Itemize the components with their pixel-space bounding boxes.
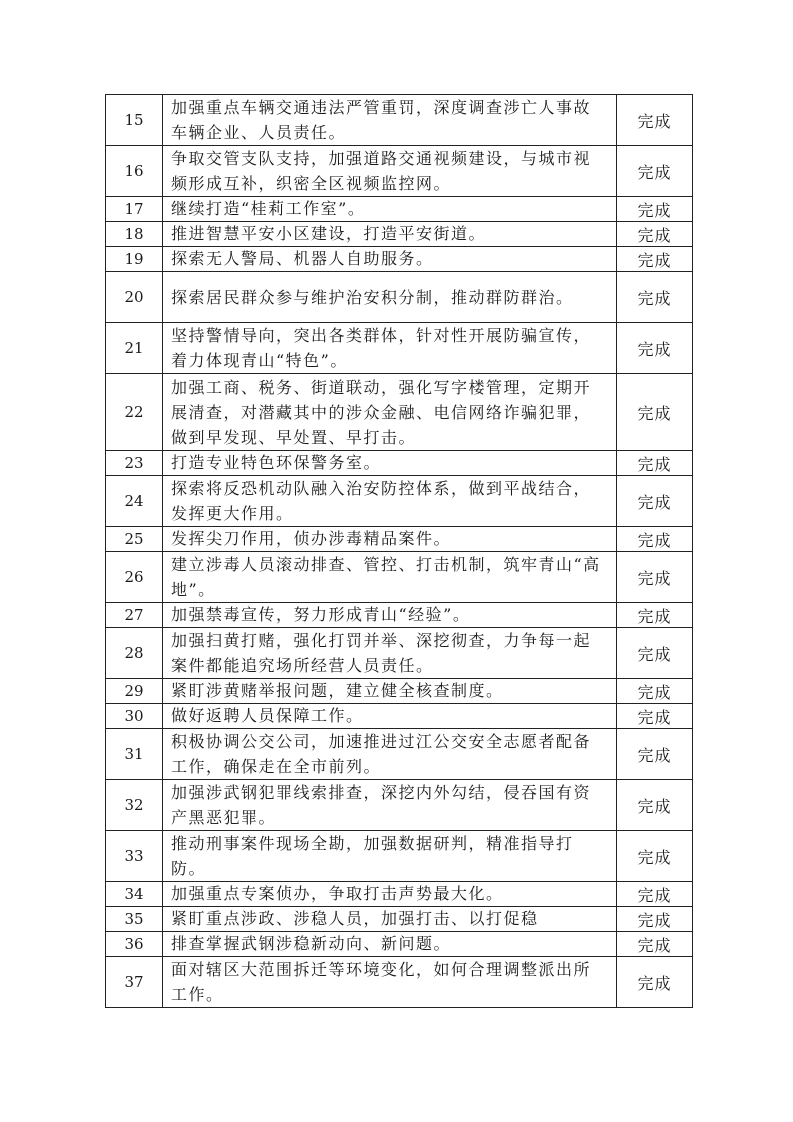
row-number: 17 — [106, 197, 163, 222]
task-description: 打造专业特色环保警务室。 — [163, 451, 617, 476]
task-description: 探索居民群众参与维护治安积分制，推动群防群治。 — [163, 272, 617, 323]
row-number: 27 — [106, 603, 163, 628]
row-number: 35 — [106, 907, 163, 932]
row-number: 29 — [106, 679, 163, 704]
task-description: 继续打造“桂莉工作室”。 — [163, 197, 617, 222]
task-description: 探索将反恐机动队融入治安防控体系，做到平战结合，发挥更大作用。 — [163, 476, 617, 527]
table-row — [106, 95, 693, 146]
table-row — [106, 882, 693, 907]
task-description: 紧盯涉黄赌举报问题，建立健全核查制度。 — [163, 679, 617, 704]
status-cell: 完成 — [617, 247, 693, 272]
status-cell: 完成 — [617, 729, 693, 780]
row-number: 34 — [106, 882, 163, 907]
status-cell: 完成 — [617, 957, 693, 1008]
task-description: 加强禁毒宣传，努力形成青山“经验”。 — [163, 603, 617, 628]
status-cell: 完成 — [617, 831, 693, 882]
table-row — [106, 476, 693, 527]
status-cell: 完成 — [617, 704, 693, 729]
table-row — [106, 831, 693, 882]
status-cell: 完成 — [617, 603, 693, 628]
status-cell: 完成 — [617, 374, 693, 451]
table-row — [106, 527, 693, 552]
status-cell: 完成 — [617, 95, 693, 146]
table-row — [106, 704, 693, 729]
task-description: 探索无人警局、机器人自助服务。 — [163, 247, 617, 272]
row-number: 30 — [106, 704, 163, 729]
status-cell: 完成 — [617, 272, 693, 323]
task-table — [105, 94, 693, 1008]
task-description: 积极协调公交公司，加速推进过江公交安全志愿者配备工作，确保走在全市前列。 — [163, 729, 617, 780]
status-cell: 完成 — [617, 197, 693, 222]
table-row — [106, 603, 693, 628]
status-cell: 完成 — [617, 451, 693, 476]
status-cell: 完成 — [617, 932, 693, 957]
row-number: 25 — [106, 527, 163, 552]
status-cell: 完成 — [617, 146, 693, 197]
table-row — [106, 957, 693, 1008]
row-number: 18 — [106, 222, 163, 247]
task-description: 做好返聘人员保障工作。 — [163, 704, 617, 729]
status-cell: 完成 — [617, 679, 693, 704]
row-number: 36 — [106, 932, 163, 957]
table-row — [106, 907, 693, 932]
status-cell: 完成 — [617, 907, 693, 932]
table-row — [106, 323, 693, 374]
row-number: 23 — [106, 451, 163, 476]
row-number: 15 — [106, 95, 163, 146]
table-row — [106, 679, 693, 704]
row-number: 37 — [106, 957, 163, 1008]
status-cell: 完成 — [617, 780, 693, 831]
table-row — [106, 247, 693, 272]
task-description: 推进智慧平安小区建设，打造平安街道。 — [163, 222, 617, 247]
row-number: 24 — [106, 476, 163, 527]
table-row — [106, 374, 693, 451]
status-cell: 完成 — [617, 222, 693, 247]
task-description: 建立涉毒人员滚动排查、管控、打击机制，筑牢青山“高地”。 — [163, 552, 617, 603]
status-cell: 完成 — [617, 882, 693, 907]
table-row — [106, 222, 693, 247]
task-description: 争取交管支队支持，加强道路交通视频建设，与城市视频形成互补，织密全区视频监控网。 — [163, 146, 617, 197]
task-description: 坚持警情导向，突出各类群体，针对性开展防骗宣传，着力体现青山“特色”。 — [163, 323, 617, 374]
table-row — [106, 552, 693, 603]
row-number: 32 — [106, 780, 163, 831]
row-number: 26 — [106, 552, 163, 603]
status-cell: 完成 — [617, 476, 693, 527]
table-row — [106, 729, 693, 780]
row-number: 16 — [106, 146, 163, 197]
task-description: 加强工商、税务、街道联动，强化写字楼管理，定期开展清查，对潜藏其中的涉众金融、电信网络诈骗犯罪，做到早发现、早处置、早打击。 — [163, 374, 617, 451]
table-row — [106, 451, 693, 476]
task-description: 排查掌握武钢涉稳新动向、新问题。 — [163, 932, 617, 957]
task-description: 紧盯重点涉政、涉稳人员，加强打击、以打促稳 — [163, 907, 617, 932]
status-cell: 完成 — [617, 527, 693, 552]
row-number: 33 — [106, 831, 163, 882]
row-number: 21 — [106, 323, 163, 374]
task-description: 加强重点车辆交通违法严管重罚，深度调查涉亡人事故车辆企业、人员责任。 — [163, 95, 617, 146]
table-row — [106, 146, 693, 197]
task-description: 发挥尖刀作用，侦办涉毒精品案件。 — [163, 527, 617, 552]
row-number: 22 — [106, 374, 163, 451]
task-description: 加强涉武钢犯罪线索排查，深挖内外勾结，侵吞国有资产黑恶犯罪。 — [163, 780, 617, 831]
task-description: 加强重点专案侦办，争取打击声势最大化。 — [163, 882, 617, 907]
task-description: 加强扫黄打赌，强化打罚并举、深挖彻查，力争每一起案件都能追究场所经营人员责任。 — [163, 628, 617, 679]
table-row — [106, 780, 693, 831]
task-description: 推动刑事案件现场全勘，加强数据研判，精准指导打防。 — [163, 831, 617, 882]
table-row — [106, 197, 693, 222]
table-row — [106, 628, 693, 679]
row-number: 31 — [106, 729, 163, 780]
status-cell: 完成 — [617, 552, 693, 603]
status-cell: 完成 — [617, 628, 693, 679]
row-number: 28 — [106, 628, 163, 679]
status-cell: 完成 — [617, 323, 693, 374]
task-description: 面对辖区大范围拆迁等环境变化，如何合理调整派出所工作。 — [163, 957, 617, 1008]
table-row — [106, 932, 693, 957]
row-number: 20 — [106, 272, 163, 323]
row-number: 19 — [106, 247, 163, 272]
table-row — [106, 272, 693, 323]
